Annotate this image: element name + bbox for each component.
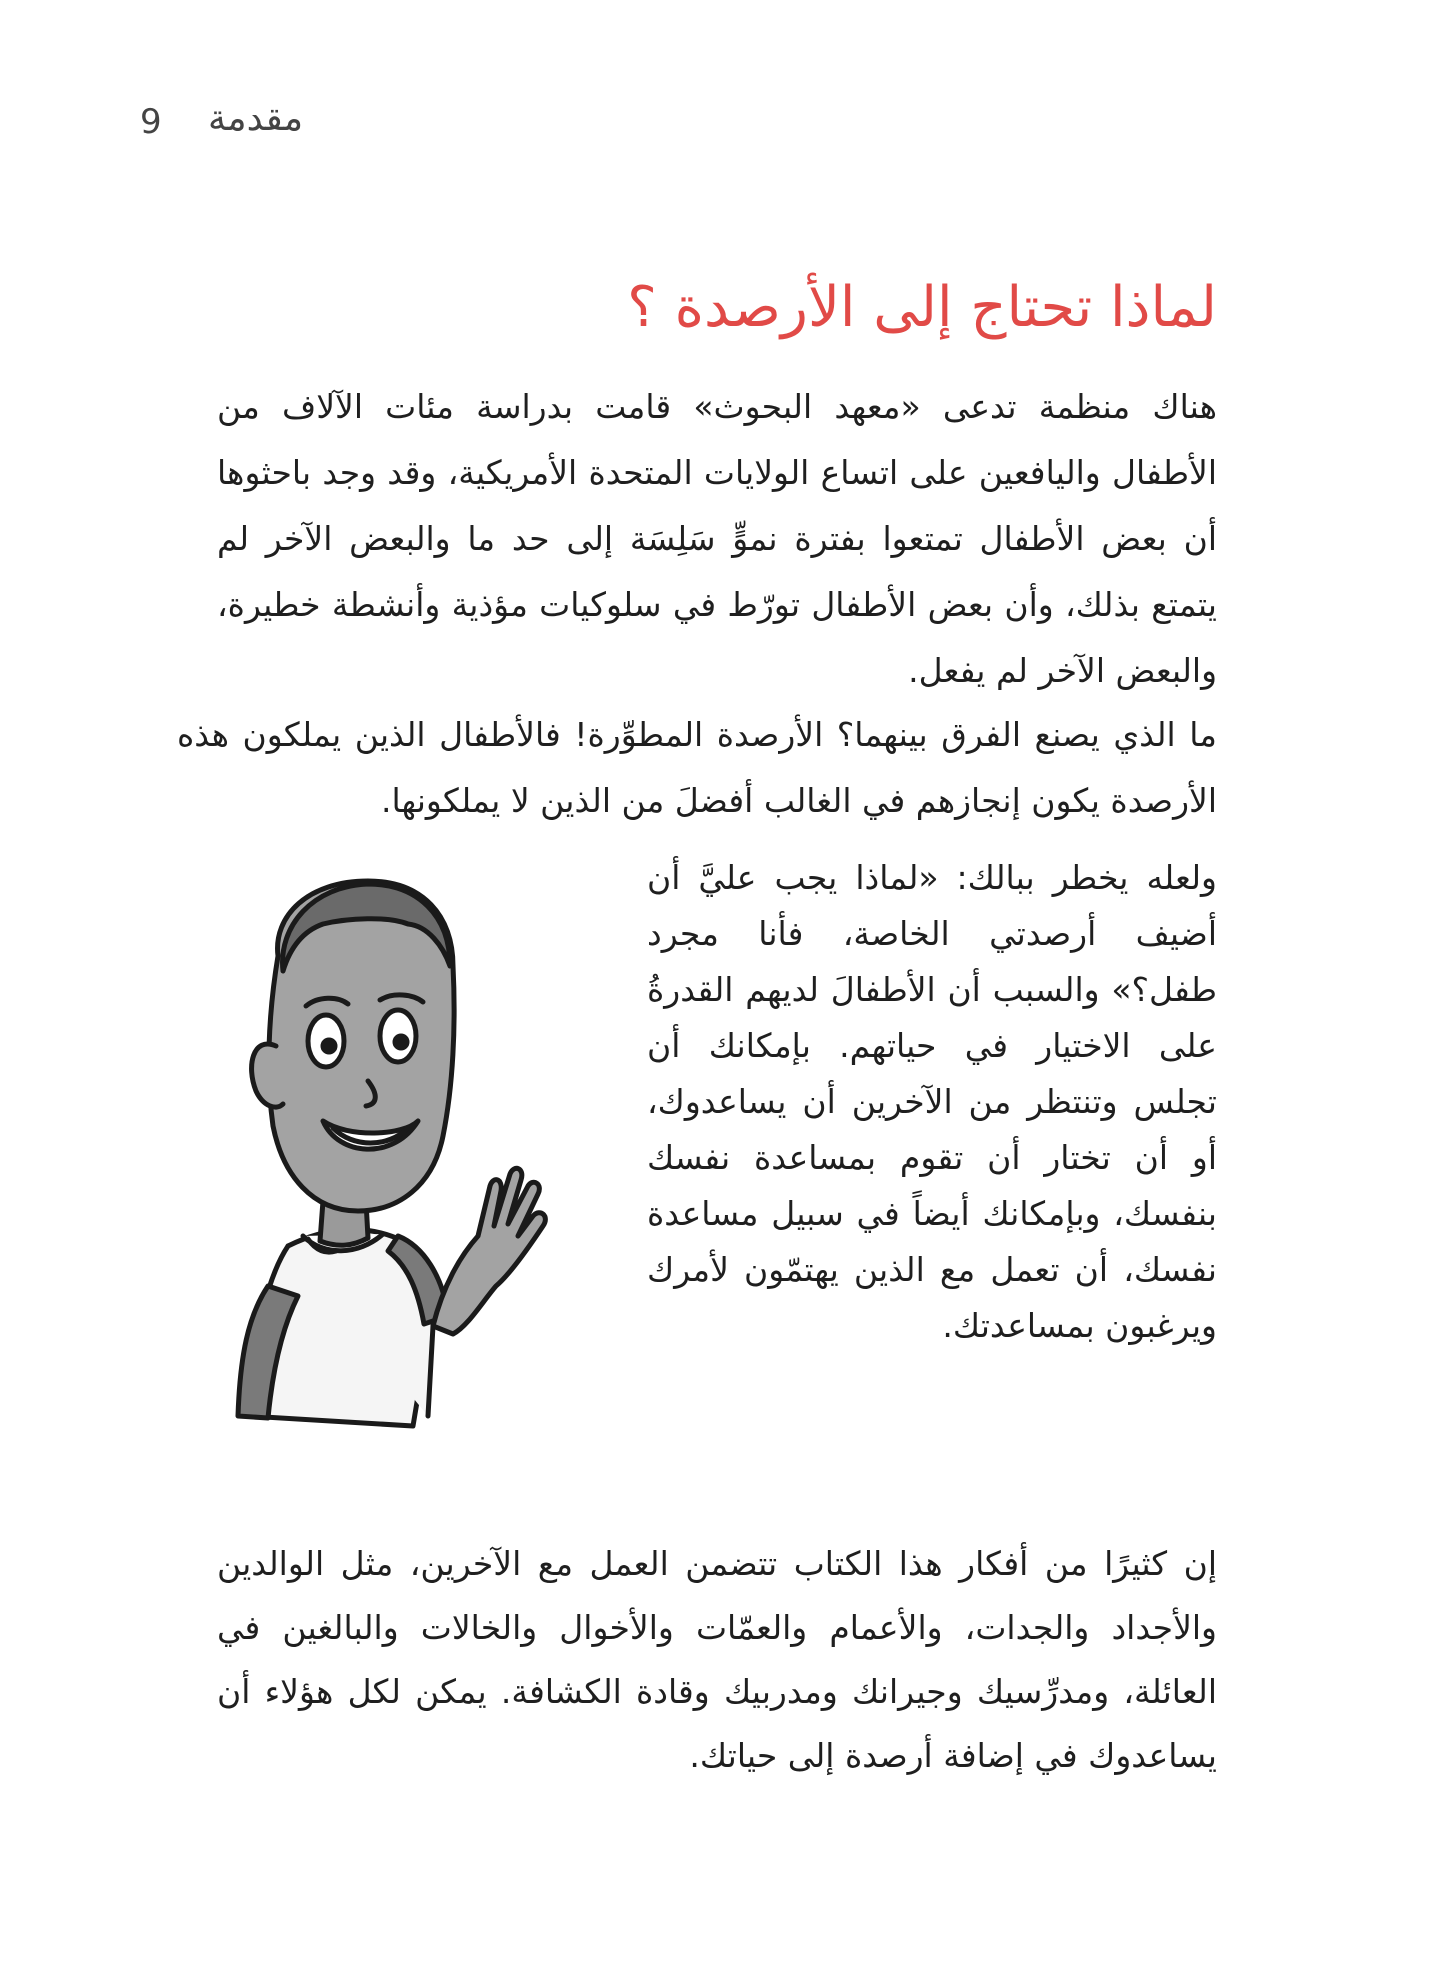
paragraph-research: هناك منظمة تدعى «معهد البحوث» قامت بدراسة مئات الآلاف من الأطفال واليافعين على اتساع الولايات المتحدة الأمريكية، وقد وجد باحثوها أن بعض الأطفال تمتعوا بفترة نموٍّ سَلِسَة إلى حد ما والبعض الآخر لم يتمتع بذلك، وأن بعض الأطفال تورّط في سلوكيات مؤذية وأنشطة خطيرة، والبعض الآخر لم يفعل. (217, 387, 1217, 690)
paragraph-helpers: إن كثيرًا من أفكار هذا الكتاب تتضمن العمل مع الآخرين، مثل الوالدين والأجداد والجدات، والأعمام والعمّات والأخوال والخالات والبالغين في العائلة، ومدرِّسيك وجيرانك ومدربيك وقادة الكشافة. يمكن لكل هؤلاء أن يساعدوك في إضافة أرصدة إلى حياتك. (217, 1544, 1217, 1775)
page-header (130, 98, 370, 158)
boy-waving-illustration (228, 856, 648, 1436)
boy-figure (238, 881, 454, 1426)
waving-hand (433, 1168, 545, 1334)
paragraph-choice: ولعله يخطر ببالك: «لماذا يجب عليَّ أن أضيف أرصدتي الخاصة، فأنا مجرد طفل؟» والسبب أن الأطفالَ لديهم القدرةُ على الاختيار في حياتهم. بإمكانك أن تجلس وتنتظر من الآخرين أن يساعدوك، أو أن تختار أن تقوم بمساعدة نفسك بنفسك، وبإمكانك أيضاً في سبيل مساعدة نفسك، أن تعمل مع الذين يهتمّون لأمرك ويرغبون بمساعدتك. (647, 858, 1217, 1345)
section-title: لماذا تحتاج إلى الأرصدة ؟ (627, 275, 1217, 340)
page-number: 9 (140, 102, 162, 142)
paragraph-difference: ما الذي يصنع الفرق بينهما؟ الأرصدة المطوِّرة! فالأطفال الذين يملكون هذه الأرصدة يكون إنجازهم في الغالب أفضلَ من الذين لا يملكونها. (177, 715, 1217, 820)
running-title: مقدمة (208, 98, 303, 139)
